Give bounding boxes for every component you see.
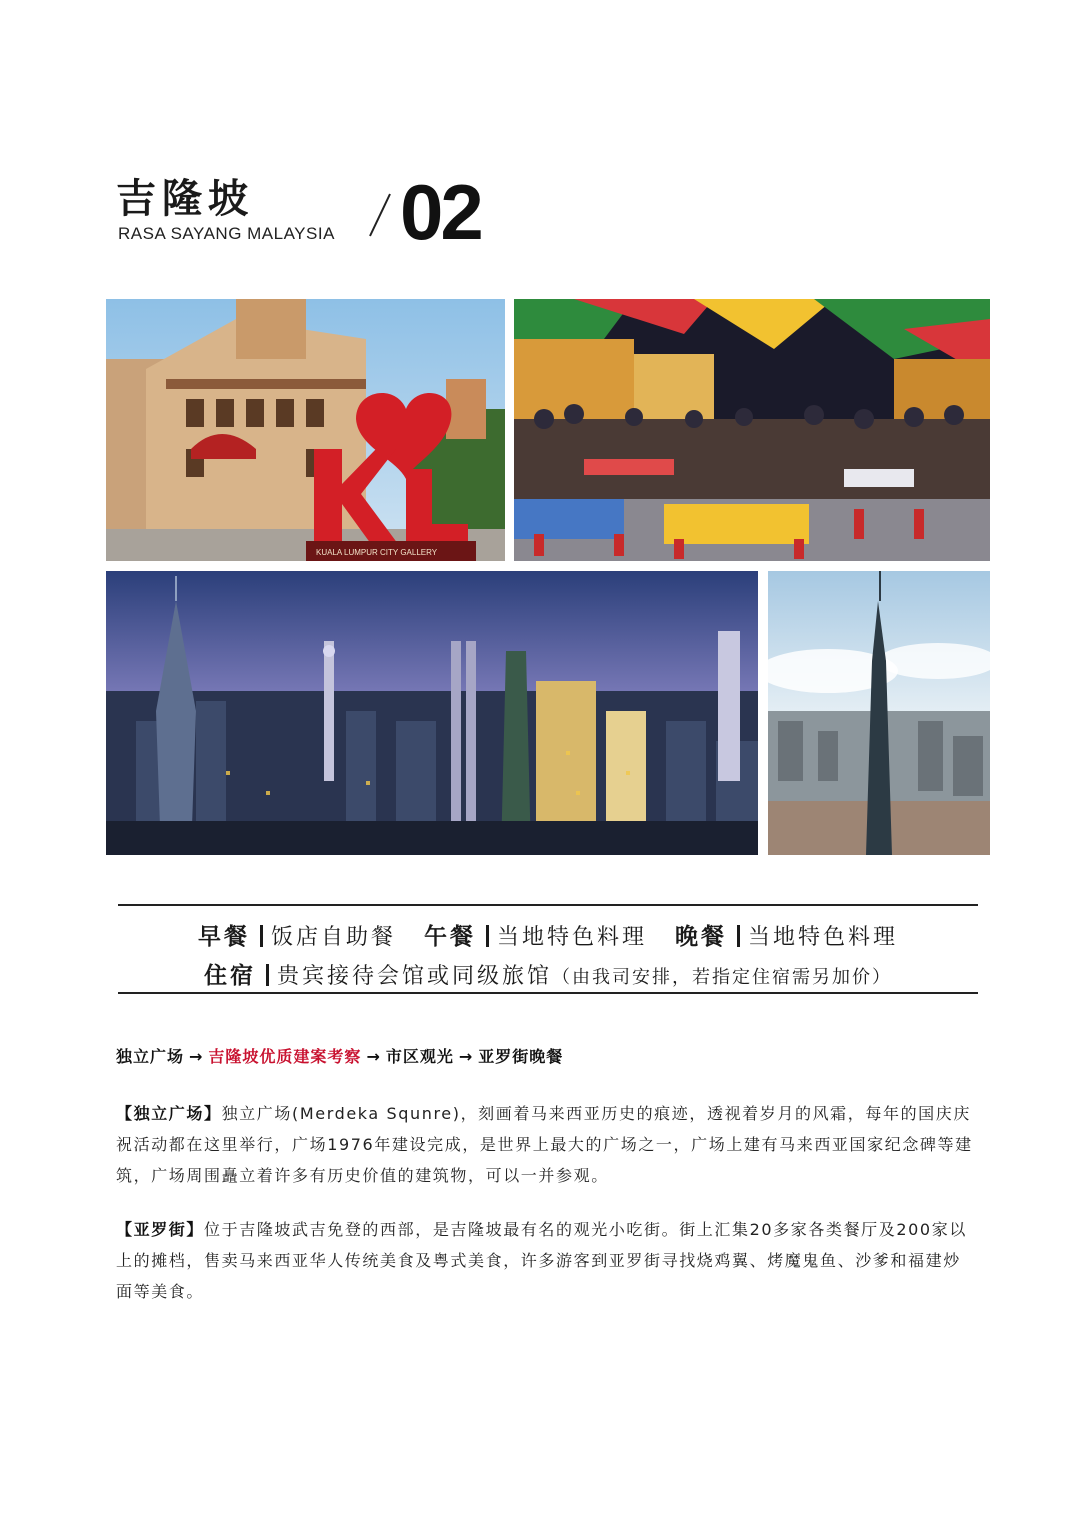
lodging-label: 住宿 xyxy=(203,963,256,989)
dinner-value: 当地特色料理 xyxy=(748,925,899,950)
route-stop-4: 亚罗街晚餐 xyxy=(478,1047,564,1066)
lodging-note: （由我司安排，若指定住宿需另加价） xyxy=(552,967,892,988)
lodging-value: 贵宾接待会馆或同级旅馆 xyxy=(276,964,552,989)
lunch-value: 当地特色料理 xyxy=(496,925,647,950)
merdeka-square-paragraph xyxy=(116,1098,976,1191)
paragraph-label: 【独立广场】 xyxy=(116,1104,222,1123)
route-stop-3: 市区观光 xyxy=(385,1047,454,1066)
itinerary-route xyxy=(116,1044,563,1067)
tower-above-clouds-photo xyxy=(768,571,990,855)
day-number: 02 xyxy=(400,168,481,256)
page-subtitle: RASA SAYANG MALAYSIA xyxy=(118,224,335,243)
separator-bar xyxy=(260,925,263,947)
paragraph-text: 独立广场(Merdeka Squnre)，刻画着马来西亚历史的痕迹，透视着岁月的风霜，每年的国庆庆祝活动都在这里举行，广场1976年建设完成，是世界上最大的广场之一，广场上建有马来西亚国家纪念碑等建筑，广场周围矗立着许多有历史价值的建筑物，可以一并参观。 xyxy=(116,1104,973,1185)
meals-top-rule xyxy=(118,904,978,906)
lodging-row xyxy=(118,957,978,990)
night-food-street-photo xyxy=(514,299,990,561)
meals-row xyxy=(118,918,978,951)
route-stop-2: 吉隆坡优质建案考察 xyxy=(208,1047,362,1066)
kl-skyline-dusk-photo xyxy=(106,571,758,855)
arrow-icon: → xyxy=(189,1047,204,1066)
separator-bar xyxy=(737,925,740,947)
meals-bottom-rule xyxy=(118,992,978,994)
page-title: 吉隆坡 xyxy=(116,176,254,222)
paragraph-label: 【亚罗街】 xyxy=(116,1220,205,1239)
breakfast-value: 饭店自助餐 xyxy=(270,925,396,950)
jalan-alor-paragraph xyxy=(116,1214,976,1307)
kl-city-gallery-photo xyxy=(106,299,505,561)
gallery-sign-text: KUALA LUMPUR CITY GALLERY xyxy=(316,548,438,557)
arrow-icon: → xyxy=(458,1047,474,1066)
lunch-label: 午餐 xyxy=(423,924,476,950)
slash-divider xyxy=(366,190,394,240)
separator-bar xyxy=(266,964,269,986)
route-stop-1: 独立广场 xyxy=(116,1047,185,1066)
breakfast-label: 早餐 xyxy=(197,924,250,950)
dinner-label: 晚餐 xyxy=(675,924,727,950)
paragraph-text: 位于吉隆坡武吉免登的西部，是吉隆坡最有名的观光小吃街。街上汇集20多家各类餐厅及200家以上的摊档，售卖马来西亚华人传统美食及粤式美食，许多游客到亚罗街寻找烧鸡翼、烤魔鬼鱼、沙爹和福建炒面等美食。 xyxy=(116,1220,967,1301)
arrow-icon: → xyxy=(366,1047,381,1066)
separator-bar xyxy=(486,925,489,947)
